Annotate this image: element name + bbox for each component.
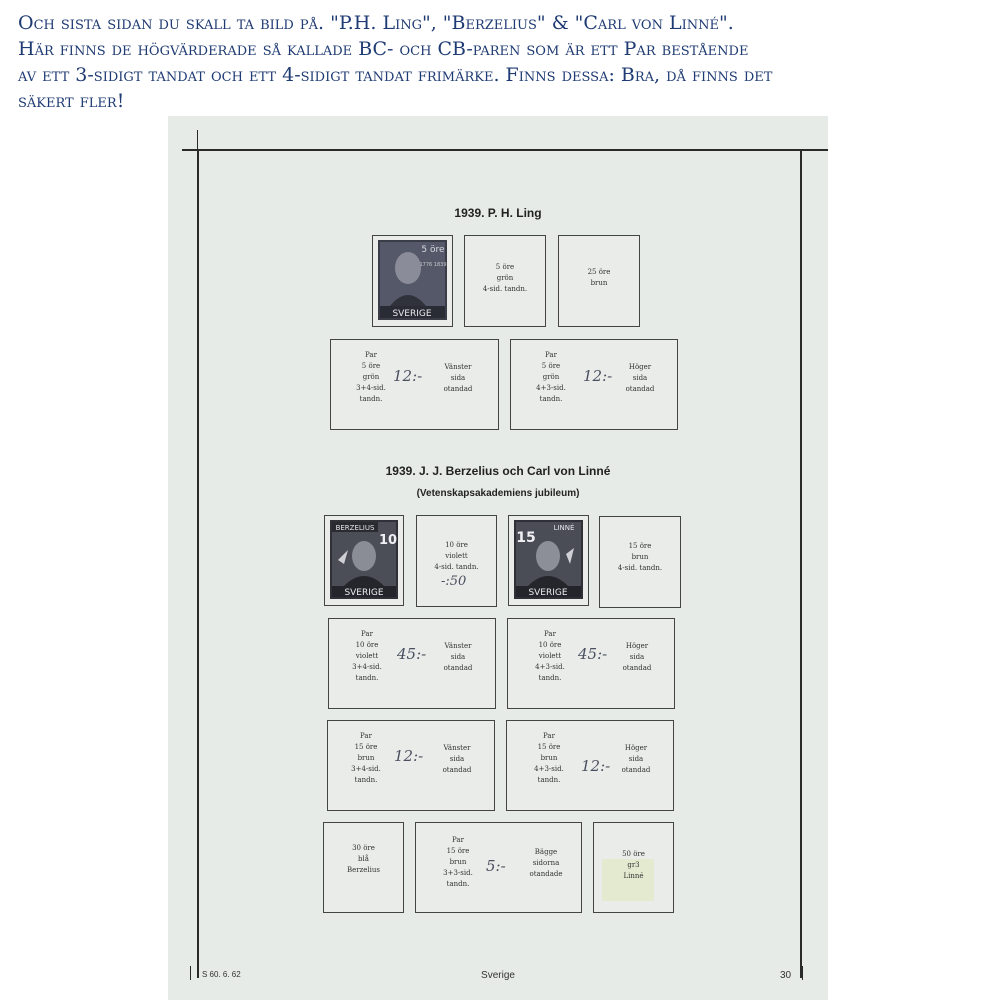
- box-line: tandn.: [355, 674, 379, 682]
- caption-text: [18, 10, 993, 114]
- stamp-box-linne-50ore[interactable]: [593, 822, 674, 913]
- box-line: brun: [631, 553, 649, 561]
- stamp-box-ling[interactable]: [372, 235, 453, 327]
- box-line: 15 öre: [628, 542, 652, 550]
- page-number: 30: [780, 970, 792, 981]
- box-line: gr3: [627, 861, 640, 869]
- handwritten-price: 12:-: [583, 367, 613, 385]
- box-line: brun: [540, 754, 558, 762]
- pair-box-15ore-both[interactable]: [415, 822, 582, 913]
- box-line: grön: [362, 373, 380, 381]
- box-line: otandad: [622, 664, 652, 672]
- svg-text:SVERIGE: SVERIGE: [344, 588, 384, 598]
- box-line: sida: [449, 755, 465, 763]
- section-heading-berzelius-linne: 1939. J. J. Berzelius och Carl von Linné: [385, 464, 611, 478]
- box-line: 30 öre: [352, 844, 375, 852]
- box-line: otandad: [625, 385, 655, 393]
- footer-code: S 60. 6. 62: [202, 970, 241, 979]
- box-line: tandn.: [539, 395, 563, 403]
- box-line: Bägge: [534, 848, 558, 856]
- box-line: Höger: [628, 363, 652, 371]
- box-line: 4+3-sid.: [534, 765, 564, 773]
- box-line: 3+4-sid.: [356, 384, 386, 392]
- box-line: 15 öre: [537, 743, 561, 751]
- caption-line-2: Här finns de högvärderade så kallade BC- och CB-paren som är ett Par bestående: [18, 38, 749, 60]
- box-line: Höger: [625, 642, 649, 650]
- handwritten-price: 12:-: [581, 757, 611, 775]
- handwritten-price: -:50: [441, 574, 467, 589]
- box-line: Par: [543, 732, 555, 740]
- box-line: 50 öre: [622, 850, 645, 858]
- box-line: tandn.: [354, 776, 378, 784]
- box-line: grön: [542, 373, 560, 381]
- box-line: brun: [357, 754, 375, 762]
- box-line: tandn.: [538, 674, 562, 682]
- box-line: 4+3-sid.: [536, 384, 566, 392]
- handwritten-price: 5:-: [486, 857, 506, 875]
- box-line: Par: [544, 630, 556, 638]
- caption-line-1: Och sista sidan du skall ta bild på. "P.H. Ling", "Berzelius" & "Carl von Linné".: [18, 12, 734, 34]
- box-line: otandade: [529, 870, 563, 878]
- ling-portrait-stamp-icon: [378, 240, 447, 320]
- box-line: 4-sid. tandn.: [482, 285, 528, 293]
- box-line: 25 öre: [587, 268, 611, 276]
- pair-box-10ore-right[interactable]: [507, 618, 675, 709]
- box-line: sida: [450, 653, 466, 661]
- handwritten-price: 12:-: [393, 367, 423, 385]
- box-line: sida: [632, 374, 648, 382]
- box-line: violett: [538, 652, 562, 660]
- stamp-box-berzelius[interactable]: [324, 515, 404, 606]
- stamp-box-ling-25ore[interactable]: [558, 235, 640, 327]
- pair-box-10ore-left[interactable]: [328, 618, 496, 709]
- box-line: grön: [496, 274, 514, 282]
- handwritten-price: 45:-: [397, 645, 427, 663]
- box-line: 5 öre: [495, 263, 515, 271]
- pair-box-15ore-left[interactable]: [327, 720, 495, 811]
- svg-text:5 öre: 5 öre: [421, 245, 445, 255]
- box-line: 4-sid. tandn.: [617, 564, 663, 572]
- box-line: Par: [545, 351, 557, 359]
- box-line: violett: [355, 652, 379, 660]
- section-subheading: (Vetenskapsakademiens jubileum): [416, 488, 580, 499]
- box-line: otandad: [443, 385, 473, 393]
- svg-text:1776 1839: 1776 1839: [419, 262, 447, 268]
- album-page: [168, 116, 828, 1000]
- box-line: otandad: [442, 766, 472, 774]
- box-line: Vänster: [443, 744, 471, 752]
- box-line: 5 öre: [541, 362, 561, 370]
- box-line: brun: [590, 279, 608, 287]
- stamp-box-ling-5ore[interactable]: [464, 235, 546, 327]
- box-line: sida: [628, 755, 644, 763]
- caption-line-3: av ett 3-sidigt tandat och ett 4-sidigt tandat frimärke. Finns dessa: Bra, då finns det: [18, 64, 773, 86]
- box-line: Linné: [623, 872, 644, 880]
- svg-text:LINNÉ: LINNÉ: [553, 524, 575, 532]
- box-line: Par: [365, 351, 377, 359]
- box-line: 3+3-sid.: [443, 869, 473, 877]
- frame-top-line: [182, 149, 828, 151]
- stamp-box-berzelius-30ore[interactable]: [323, 822, 404, 913]
- pair-box-ling-right[interactable]: [510, 339, 678, 430]
- linne-portrait-stamp-icon: [514, 520, 583, 599]
- box-line: Höger: [624, 744, 648, 752]
- box-line: sida: [450, 374, 466, 382]
- footer-country: Sverige: [481, 970, 515, 981]
- svg-text:10: 10: [378, 533, 398, 548]
- frame-tick: [197, 130, 198, 149]
- box-line: brun: [449, 858, 467, 866]
- caption-line-4: säkert fler!: [18, 90, 125, 112]
- svg-text:15: 15: [516, 530, 536, 546]
- box-line: 15 öre: [354, 743, 378, 751]
- box-line: 10 öre: [355, 641, 379, 649]
- box-line: 5 öre: [361, 362, 381, 370]
- stamp-box-berzelius-10ore[interactable]: [416, 515, 497, 607]
- svg-text:BERZELIUS: BERZELIUS: [335, 524, 375, 532]
- box-line: 15 öre: [446, 847, 470, 855]
- box-line: Par: [360, 732, 372, 740]
- box-line: Berzelius: [346, 866, 381, 874]
- box-line: Par: [452, 836, 464, 844]
- box-line: Vänster: [444, 642, 472, 650]
- section-heading-ling: 1939. P. H. Ling: [454, 206, 542, 220]
- box-line: Par: [361, 630, 373, 638]
- box-line: otandad: [443, 664, 473, 672]
- handwritten-price: 12:-: [394, 747, 424, 765]
- frame-left-line: [197, 149, 199, 978]
- stamp-box-linne-15ore[interactable]: [599, 516, 681, 608]
- box-line: Vänster: [444, 363, 472, 371]
- box-line: 10 öre: [538, 641, 562, 649]
- box-line: 3+4-sid.: [351, 765, 381, 773]
- berzelius-portrait-stamp-icon: [330, 520, 398, 599]
- box-line: 3+4-sid.: [352, 663, 382, 671]
- box-line: tandn.: [537, 776, 561, 784]
- box-line: 4+3-sid.: [535, 663, 565, 671]
- box-line: otandad: [621, 766, 651, 774]
- box-line: 10 öre: [445, 541, 468, 549]
- pair-box-ling-left[interactable]: [330, 339, 499, 430]
- handwritten-price: 45:-: [578, 645, 608, 663]
- box-line: sida: [629, 653, 645, 661]
- box-line: blå: [358, 855, 369, 863]
- pair-box-15ore-right[interactable]: [506, 720, 674, 811]
- stamp-box-linne[interactable]: [508, 515, 589, 606]
- box-line: violett: [445, 552, 468, 560]
- box-line: sidorna: [532, 859, 560, 867]
- frame-right-line: [800, 149, 802, 978]
- svg-text:SVERIGE: SVERIGE: [392, 309, 432, 319]
- box-line: tandn.: [446, 880, 470, 888]
- svg-text:SVERIGE: SVERIGE: [528, 588, 568, 598]
- box-line: tandn.: [359, 395, 383, 403]
- box-line: 4-sid. tandn.: [434, 563, 479, 571]
